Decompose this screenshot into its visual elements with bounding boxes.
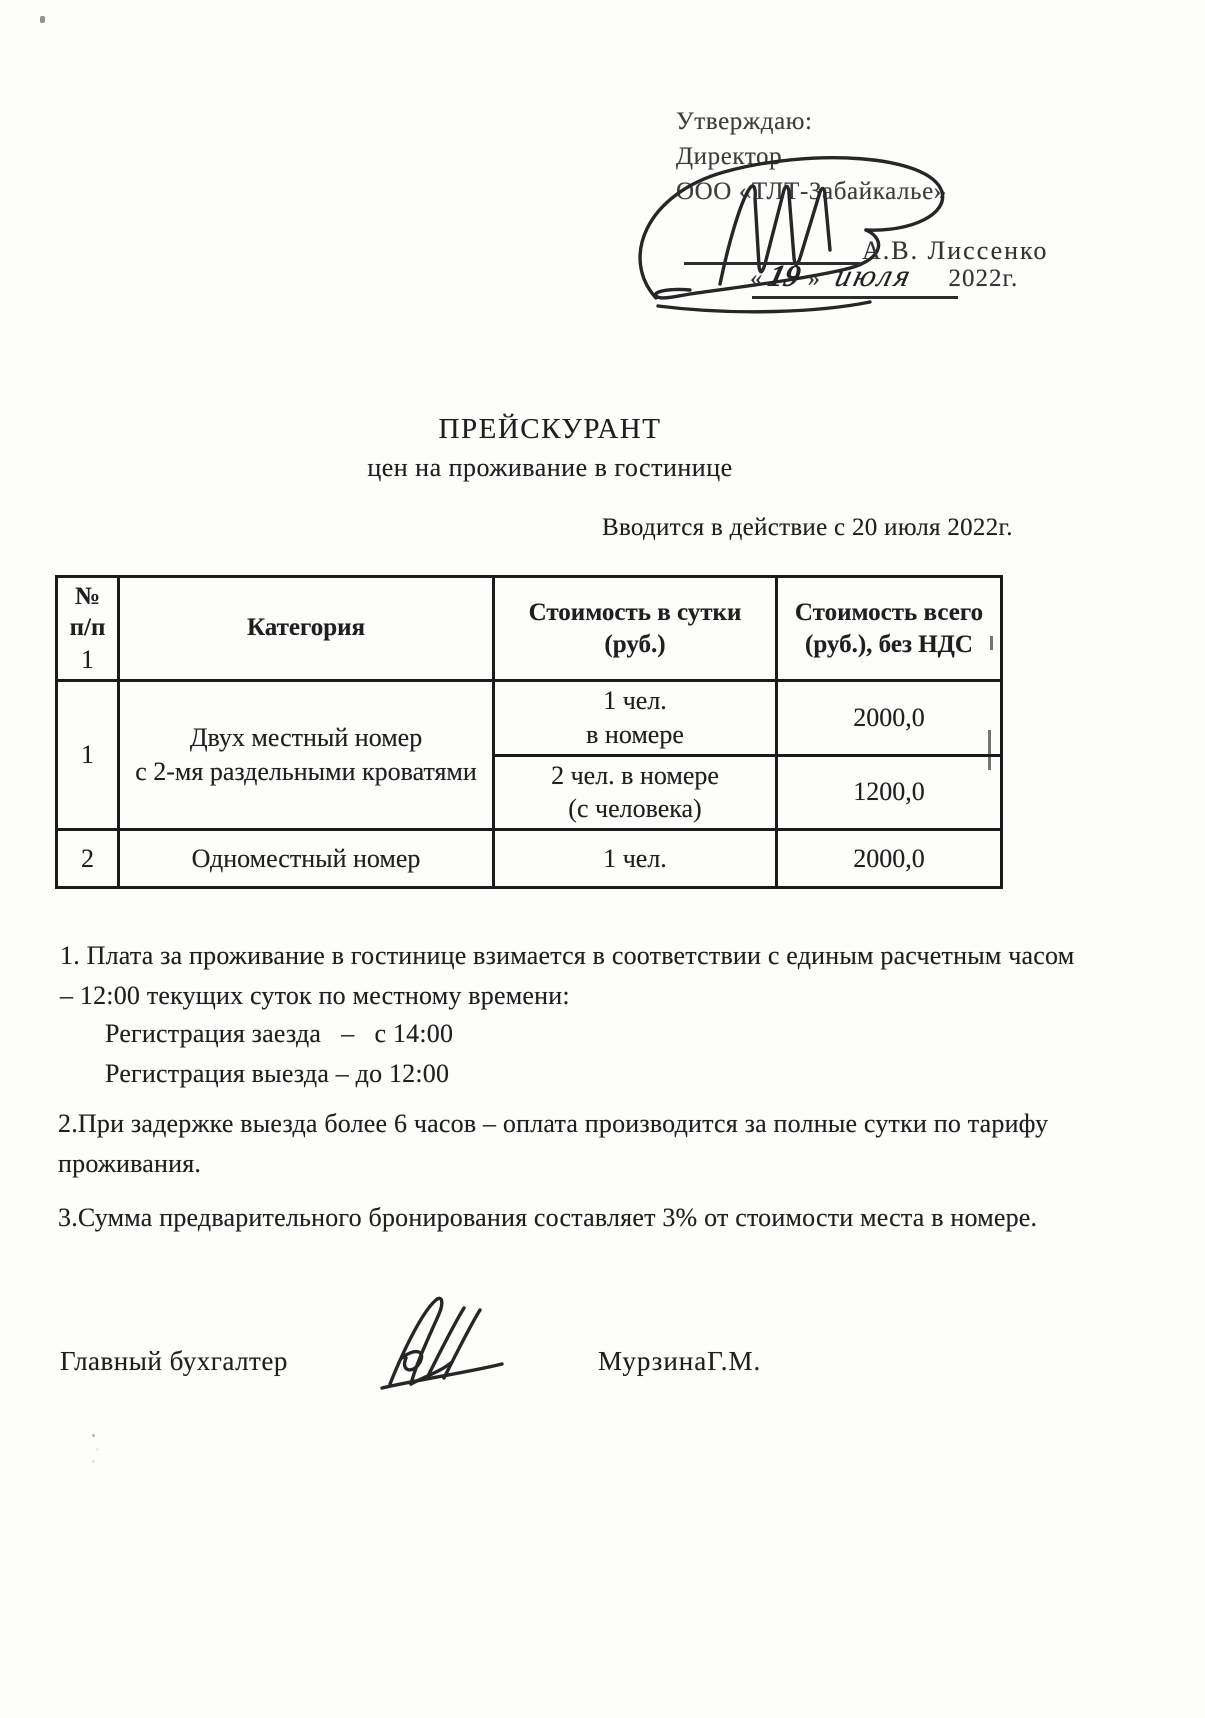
header-category: Категория	[119, 577, 494, 681]
header-num-line: п/п	[69, 614, 106, 642]
occupancy-line: 1 чел.	[603, 686, 667, 715]
check-out-line: Регистрация выезда – до 12:00	[105, 1059, 450, 1088]
header-daily-line: Стоимость в сутки	[528, 599, 742, 627]
occupancy-line: (с человека)	[568, 794, 702, 824]
header-total-line: (руб.), без НДС	[805, 630, 973, 658]
approval-company: ООО «ТЛТ-Забайкалье»	[676, 178, 947, 205]
document-title: ПРЕЙСКУРАНТ	[438, 413, 662, 445]
header-num-line: №	[74, 583, 101, 610]
date-month-handwritten: июля	[831, 258, 918, 293]
price-table	[55, 575, 1003, 889]
row2-num: 2	[57, 830, 119, 888]
registration-times	[105, 1014, 453, 1094]
category-line: Двух местный номер	[189, 723, 423, 753]
header-num-line: 1	[81, 644, 94, 674]
row1-occupancy-1	[494, 681, 777, 756]
header-daily-price	[494, 577, 777, 681]
table-row	[57, 681, 1002, 756]
chief-accountant-label: Главный бухгалтер	[60, 1346, 288, 1376]
scan-artifact	[92, 1434, 95, 1437]
row2-occupancy: 1 чел.	[494, 830, 777, 888]
date-close-quote: »	[807, 265, 820, 292]
header-daily-line: (руб.)	[604, 630, 666, 658]
row2-category: Одноместный номер	[119, 830, 494, 888]
approval-signer-name: А.В. Лиссенко	[862, 236, 1049, 265]
row1-category	[119, 681, 494, 830]
header-num	[57, 577, 119, 681]
date-open-quote: «	[750, 265, 763, 292]
approval-date-line	[750, 258, 1018, 294]
table-header-row	[57, 577, 1002, 681]
header-total-price	[777, 577, 1002, 681]
table-row	[57, 830, 1002, 888]
approval-position: Директор	[676, 143, 783, 170]
date-day-handwritten: 19	[764, 258, 804, 293]
note-3: 3.Сумма предварительного бронирования составляет 3% от стоимости места в номере.	[58, 1203, 1038, 1232]
approval-label: Утверждаю:	[676, 108, 813, 135]
category-line: с 2-мя раздельными кроватями	[135, 757, 477, 787]
row1-price-2: 1200,0	[777, 755, 1002, 830]
document-subtitle: цен на проживание в гостинице	[367, 453, 733, 482]
accountant-name: МурзинаГ.М.	[598, 1346, 762, 1376]
note-1: 1. Плата за проживание в гостинице взимается в соответствии с единым расчетным часом – 12:00 текущих суток по местному времени:	[60, 941, 1075, 1010]
title-block	[0, 413, 1100, 483]
date-underline	[752, 296, 958, 299]
occupancy-line: 2 чел. в номере	[551, 760, 719, 790]
accountant-signature-icon	[366, 1292, 518, 1398]
row1-num: 1	[57, 681, 119, 830]
note-2: 2.При задержке выезда более 6 часов – оплата производится за полные сутки по тарифу проживания.	[58, 1109, 1049, 1178]
occupancy-line: в номере	[586, 719, 684, 749]
date-year: 2022г.	[948, 265, 1019, 292]
row2-price: 2000,0	[777, 830, 1002, 888]
header-total-line: Стоимость всего	[794, 599, 984, 627]
row1-occupancy-2	[494, 755, 777, 830]
row1-price-1: 2000,0	[777, 681, 1002, 756]
scan-artifact	[40, 16, 45, 23]
effective-date-line: Вводится в действие с 20 июля 2022г.	[602, 514, 1013, 541]
check-in-line: Регистрация заезда – с 14:00	[105, 1019, 454, 1048]
